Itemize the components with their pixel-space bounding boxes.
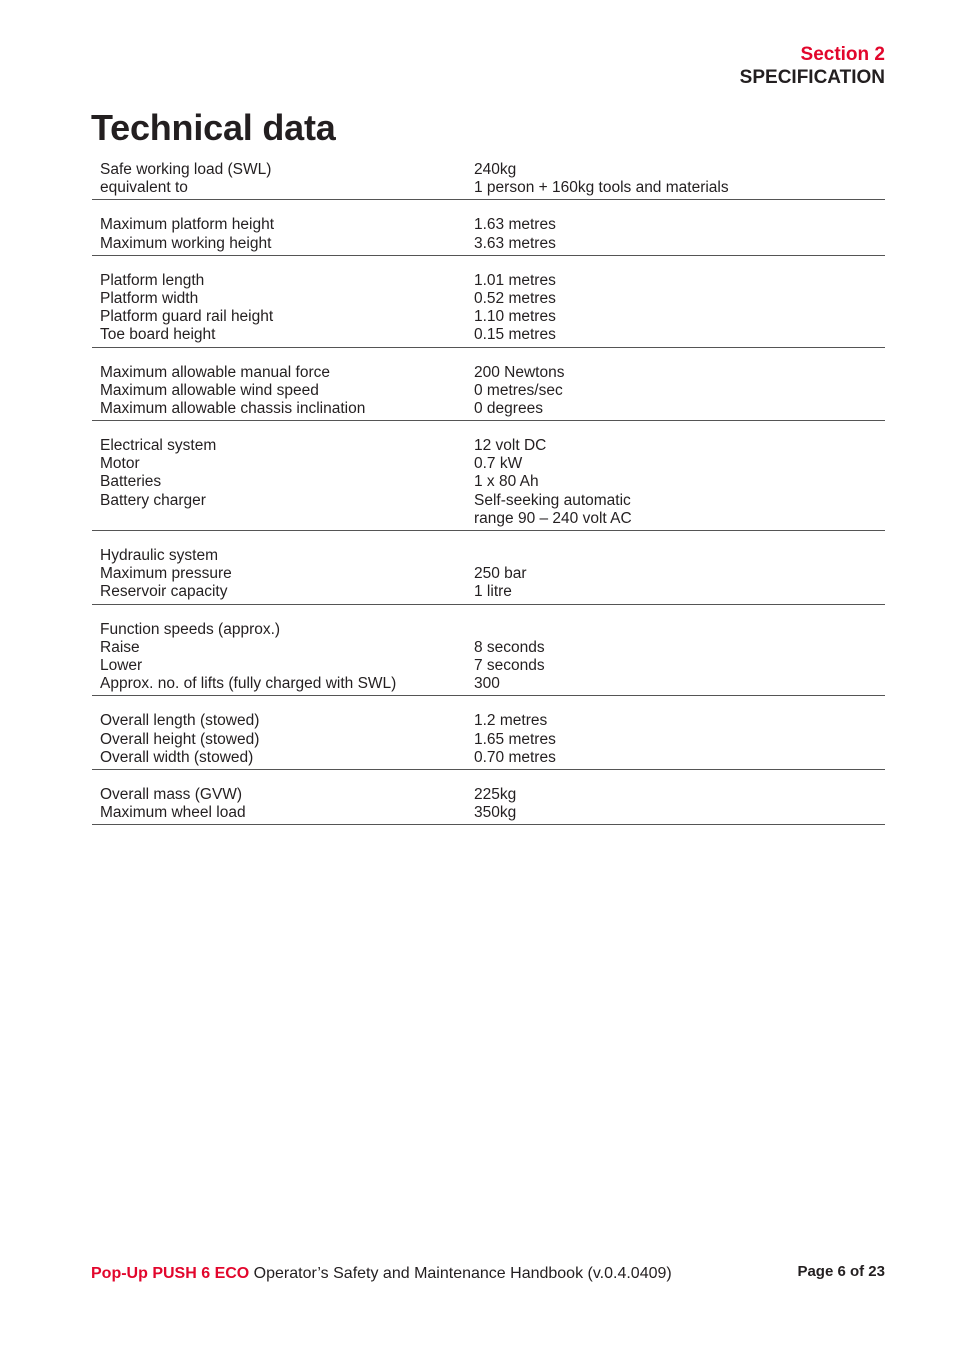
page-title: Technical data [91, 107, 336, 148]
spec-row [92, 749, 885, 767]
spec-group [92, 621, 885, 697]
spec-value: 1 x 80 Ah [474, 473, 539, 491]
spec-value: 0 metres/sec [474, 381, 563, 399]
spec-label: Maximum working height [100, 234, 272, 252]
spec-group [92, 216, 885, 255]
spec-row [92, 382, 885, 400]
spec-label: Lower [100, 656, 143, 674]
spec-value: 3.63 metres [474, 234, 556, 252]
section-number: Section 2 [800, 44, 885, 65]
spec-label: Platform width [100, 289, 199, 307]
spec-label [92, 510, 474, 528]
spec-row [92, 492, 885, 510]
spec-row [92, 400, 885, 418]
spec-label: Maximum allowable chassis inclination [100, 399, 366, 417]
spec-row [92, 657, 885, 675]
spec-value: 1.2 metres [474, 712, 548, 730]
spec-row [92, 675, 885, 693]
spec-value: 0 degrees [474, 399, 543, 417]
spec-row [92, 455, 885, 473]
spec-row [92, 473, 885, 491]
spec-row [92, 308, 885, 326]
spec-value [474, 621, 885, 639]
spec-label: Maximum allowable wind speed [100, 381, 319, 399]
spec-row [92, 364, 885, 382]
spec-value: 1.01 metres [474, 271, 556, 289]
spec-group [92, 786, 885, 825]
spec-label: Battery charger [100, 491, 206, 509]
spec-row [92, 437, 885, 455]
spec-row [92, 235, 885, 253]
spec-label: Maximum pressure [100, 565, 232, 583]
spec-value: 1.63 metres [474, 216, 556, 234]
footer-text: Operator’s Safety and Maintenance Handbook (v.0.4.0409) [249, 1265, 672, 1282]
spec-value: 1.65 metres [474, 730, 556, 748]
spec-label: Maximum wheel load [100, 804, 246, 822]
spec-label: Platform length [100, 271, 205, 289]
spec-label: Toe board height [100, 326, 216, 344]
spec-value: range 90 – 240 volt AC [474, 509, 632, 527]
spec-label: Maximum platform height [100, 216, 275, 234]
spec-row [92, 272, 885, 290]
footer-brand: Pop-Up PUSH 6 ECO [91, 1265, 250, 1282]
spec-table [92, 161, 885, 841]
spec-label: Overall height (stowed) [100, 730, 260, 748]
spec-value: 300 [474, 675, 500, 693]
spec-group [92, 437, 885, 531]
spec-label: Function speeds (approx.) [100, 620, 281, 638]
spec-label: Overall mass (GVW) [100, 785, 243, 803]
spec-value: 350kg [474, 804, 517, 822]
spec-label: Hydraulic system [100, 547, 218, 564]
spec-label: Safe working load (SWL) [100, 161, 272, 178]
section-title: SPECIFICATION [739, 67, 885, 88]
spec-value [474, 547, 885, 565]
spec-group [92, 272, 885, 348]
spec-value: 7 seconds [474, 656, 545, 674]
spec-row [92, 712, 885, 730]
spec-value: 8 seconds [474, 638, 545, 656]
spec-row [92, 565, 885, 583]
spec-label: Motor [100, 455, 140, 473]
spec-label: Batteries [100, 473, 162, 491]
spec-label: Approx. no. of lifts (fully charged with SWL) [100, 675, 397, 693]
spec-label: Platform guard rail height [100, 308, 274, 326]
spec-label: Reservoir capacity [100, 583, 228, 601]
spec-label: Overall length (stowed) [100, 712, 260, 730]
spec-value: 1 person + 160kg tools and materials [474, 179, 729, 197]
spec-label: Electrical system [100, 437, 217, 455]
spec-row [92, 179, 885, 197]
spec-row [92, 786, 885, 804]
page-number: Page 6 of 23 [797, 1263, 885, 1280]
spec-value: 0.7 kW [474, 455, 523, 473]
spec-value: 1.10 metres [474, 308, 556, 326]
spec-row [92, 804, 885, 822]
spec-row [92, 290, 885, 308]
spec-row [92, 639, 885, 657]
spec-row [92, 510, 885, 528]
spec-group [92, 364, 885, 422]
spec-row [92, 161, 885, 179]
spec-row [92, 731, 885, 749]
footer [91, 1264, 672, 1284]
spec-row [92, 583, 885, 601]
spec-value: 250 bar [474, 565, 527, 583]
spec-value: 0.70 metres [474, 748, 556, 766]
spec-value: 240kg [474, 161, 517, 178]
spec-row [92, 621, 885, 639]
spec-row [92, 547, 885, 565]
spec-label: equivalent to [100, 179, 188, 197]
spec-value: 200 Newtons [474, 363, 565, 381]
spec-value: 225kg [474, 785, 517, 803]
spec-value: 1 litre [474, 583, 512, 601]
spec-group [92, 712, 885, 770]
spec-value: 0.52 metres [474, 289, 556, 307]
spec-value: 12 volt DC [474, 437, 547, 455]
spec-value: Self-seeking automatic [474, 491, 631, 509]
spec-group [92, 161, 885, 200]
spec-group [92, 547, 885, 605]
spec-value: 0.15 metres [474, 326, 556, 344]
spec-label: Maximum allowable manual force [100, 363, 331, 381]
section-header [740, 43, 885, 89]
spec-label: Raise [100, 638, 140, 656]
spec-label: Overall width (stowed) [100, 748, 254, 766]
spec-row [92, 216, 885, 234]
spec-row [92, 326, 885, 344]
